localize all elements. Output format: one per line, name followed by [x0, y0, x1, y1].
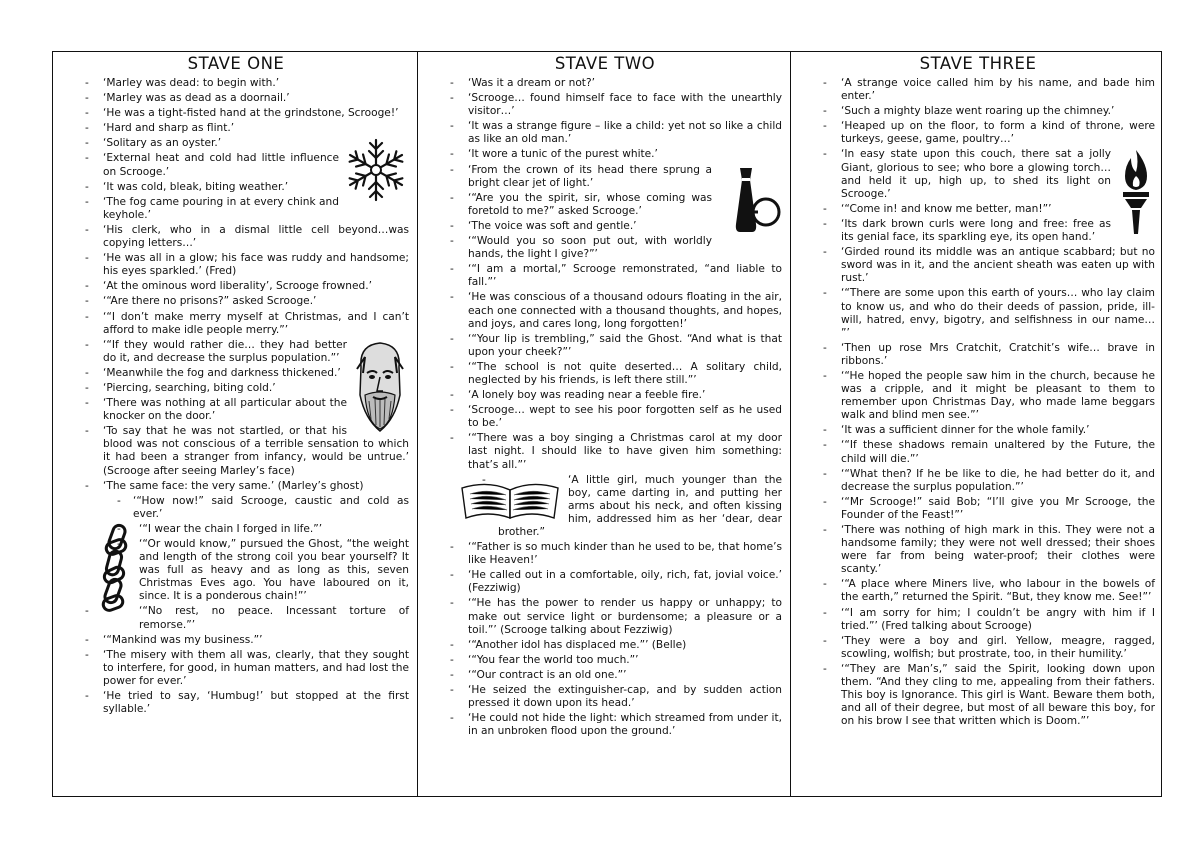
quote-item: - ‘They were a boy and girl. Yellow, meagre, ragged, scowling, wolfish; but prostrate, too, in their humility.’ [801, 635, 1155, 661]
quote-item: - ‘“No rest, no peace. Incessant torture of remorse.”’ [63, 605, 409, 631]
quote-item: - ‘It was cold, bleak, biting weather.’ [63, 181, 409, 194]
quote-item: - ‘He could not hide the light: which streamed from under it, in an unbroken flood upon the ground.’ [428, 712, 782, 738]
quote-item: - ‘The misery with them all was, clearly, that they sought to interfere, for good, in human matters, and had lost the power for ever.’ [63, 649, 409, 688]
open-book-icon [458, 478, 562, 526]
stave-three-column [790, 52, 1163, 796]
stave-three-title: STAVE THREE [919, 54, 1037, 73]
quote-item: - ‘“If they would rather die… they had better do it, and decrease the surplus population.”’ [63, 339, 409, 365]
stave-one-quotes-after [63, 605, 409, 716]
quote-item: - ‘His clerk, who in a dismal little cell beyond…was copying letters…’ [63, 224, 409, 250]
stave-one-title: STAVE ONE [187, 54, 285, 73]
quote-item: - ‘He was all in a glow; his face was ruddy and handsome; his eyes sparkled.’ (Fred) [63, 252, 409, 278]
quote-item: - ‘Meanwhile the fog and darkness thickened.’ [63, 367, 409, 380]
quote-item: - ‘Its dark brown curls were long and free: free as its genial face, its sparkling eye, its open hand.’ [801, 218, 1155, 244]
quote-item: - ‘“Mankind was my business.”’ [63, 634, 409, 647]
stave-one-subquotes [63, 495, 409, 604]
quote-item: - ‘The fog came pouring in at every chink and keyhole.’ [63, 196, 409, 222]
quote-item: - ‘“I am sorry for him; I couldn’t be angry with him if I tried.”’ (Fred talking about Scrooge) [801, 607, 1155, 633]
quote-item: - ‘There was nothing of high mark in this. They were not a handsome family; they were not well dressed; their shoes were far from being water-proof; their clothes were scanty.’ [801, 524, 1155, 576]
quote-item: - ‘He was a tight-fisted hand at the grindstone, Scrooge!’ [63, 107, 409, 120]
stave-two-title: STAVE TWO [554, 54, 656, 73]
quote-item: - ‘“Mr Scrooge!” said Bob; “I’ll give you Mr Scrooge, the Founder of the Feast!”’ [801, 496, 1155, 522]
quote-item: - ‘To say that he was not startled, or that his blood was not conscious of a terrible sensation to which it had been a stranger from infancy, would be untrue.’ (Scrooge after seeing Marley’s face) [63, 425, 409, 477]
quote-item: - ‘The voice was soft and gentle.’ [428, 220, 782, 233]
stave-three-quotes [801, 77, 1155, 728]
quote-item: - ‘“They are Man’s,” said the Spirit, looking down upon them. “And they cling to me, appealing from their fathers. This boy is Ignorance. This girl is Want. Beware them both, and all of their degree, but most of all beware this boy, for on his brow I see that written which is Doom.”’ [801, 663, 1155, 728]
stave-two-quotes-after [428, 541, 782, 738]
quote-item: - ‘“Come in! and know me better, man!”’ [801, 203, 1155, 216]
stave-two-quotes [428, 77, 782, 472]
quote-item: - ‘“There are some upon this earth of yours… who lay claim to know us, and who do their deeds of passion, pride, ill-will, hatred, envy, bigotry, and selfishness in our name… ”’ [801, 287, 1155, 339]
quote-item: - ‘“The school is not quite deserted… A solitary child, neglected by his friends, is left there still.”’ [428, 361, 782, 387]
sub-quote-item: - ‘“I wear the chain I forged in life.”’ [63, 523, 409, 536]
stave-two-subquotes [428, 474, 782, 539]
quote-item: - ‘“You fear the world too much.”’ [428, 654, 782, 667]
quote-item: - ‘“He hoped the people saw him in the church, because he was a cripple, and it might be pleasant to them to remember upon Christmas Day, who made lame beggars walk and blind men see.”’ [801, 370, 1155, 422]
quote-item: - ‘In easy state upon this couch, there sat a jolly Giant, glorious to see; who bore a glowing torch… and held it up, high up, to shed its light on Scrooge.’ [801, 148, 1155, 200]
quote-item: - ‘“If these shadows remain unaltered by the Future, the child will die.”’ [801, 439, 1155, 465]
quote-item: - ‘A lonely boy was reading near a feeble fire.’ [428, 389, 782, 402]
quote-item: - ‘Such a mighty blaze went roaring up the chimney.’ [801, 105, 1155, 118]
quote-item: - ‘Then up rose Mrs Cratchit, Cratchit’s wife… brave in ribbons.’ [801, 342, 1155, 368]
quote-item: - ‘He seized the extinguisher-cap, and by sudden action pressed it down upon its head.’ [428, 684, 782, 710]
stave-one-column [53, 52, 417, 796]
quote-item: - ‘Marley was as dead as a doornail.’ [63, 92, 409, 105]
quote-item: - ‘Solitary as an oyster.’ [63, 137, 409, 150]
stave-two-column [417, 52, 790, 796]
quote-item: - ‘It was a strange figure – like a child: yet not so like a child as like an old man.’ [428, 120, 782, 146]
quote-item: - ‘“Your lip is trembling,” said the Ghost. “And what is that upon your cheek?”’ [428, 333, 782, 359]
quote-item: - ‘He was conscious of a thousand odours floating in the air, each one connected with a thousand thoughts, and hopes, and joys, and cares long, long forgotten!’ [428, 291, 782, 330]
quote-item: - ‘Heaped up on the floor, to form a kind of throne, were turkeys, geese, game, poultry…’ [801, 120, 1155, 146]
quote-item: - ‘“Another idol has displaced me.”’ (Belle) [428, 639, 782, 652]
sub-quote-item: - ‘“How now!” said Scrooge, caustic and cold as ever.’ [63, 495, 409, 521]
quote-item: - ‘Girded round its middle was an antique scabbard; but no sword was in it, and the ancient sheath was eaten up with rust.’ [801, 246, 1155, 285]
quote-item: - ‘Scrooge… wept to see his poor forgotten self as he used to be.’ [428, 404, 782, 430]
quote-item: - ‘Piercing, searching, biting cold.’ [63, 382, 409, 395]
quote-item: - ‘External heat and cold had little influence on Scrooge.’ [63, 152, 409, 178]
quote-item: - ‘It wore a tunic of the purest white.’ [428, 148, 782, 161]
quote-item: - ‘“I am a mortal,” Scrooge remonstrated, “and liable to fall.”’ [428, 263, 782, 289]
quote-item: - ‘“What then? If he be like to die, he had better do it, and decrease the surplus population.”’ [801, 468, 1155, 494]
quote-item: - ‘He tried to say, ‘Humbug!’ but stopped at the first syllable.’ [63, 690, 409, 716]
quote-item: - ‘There was nothing at all particular about the knocker on the door.’ [63, 397, 409, 423]
quote-item: - ‘Hard and sharp as flint.’ [63, 122, 409, 135]
quote-item: - ‘From the crown of its head there sprung a bright clear jet of light.’ [428, 164, 782, 190]
quote-item: - ‘“Are you the spirit, sir, whose coming was foretold to me?” asked Scrooge.’ [428, 192, 782, 218]
quote-item: - ‘At the ominous word liberality’, Scrooge frowned.’ [63, 280, 409, 293]
quote-item: - ‘“He has the power to render us happy or unhappy; to make out service light or burdensome; a pleasure or a toil.”’ (Scrooge talking about Fezziwig) [428, 597, 782, 636]
quote-item: - ‘“Would you so soon put out, with worldly hands, the light I give?”’ [428, 235, 782, 261]
quote-item: - ‘“Our contract is an old one.”’ [428, 669, 782, 682]
quote-item: - ‘The same face: the very same.’ (Marley’s ghost) [63, 480, 409, 493]
quote-item: - ‘“A place where Miners live, who labour in the bowels of the earth,” returned the Spirit. “But, they know me. See!”’ [801, 578, 1155, 604]
quote-item: - ‘“There was a boy singing a Christmas carol at my door last night. I should like to have given him something: that’s all.”’ [428, 432, 782, 471]
quote-item: - ‘“Father is so much kinder than he used to be, that home’s like Heaven!’ [428, 541, 782, 567]
quote-item: - ‘A strange voice called him by his name, and bade him enter.’ [801, 77, 1155, 103]
sub-quote-item: - ‘A little girl, much younger than the boy, came darting in, and putting her arms about his neck, and often kissing him, addressed him as her ‘dear, dear brother.” [428, 474, 782, 539]
quote-item: - ‘“I don’t make merry myself at Christmas, and I can’t afford to make idle people merry.”’ [63, 311, 409, 337]
quote-item: - ‘He called out in a comfortable, oily, rich, fat, jovial voice.’ (Fezziwig) [428, 569, 782, 595]
quote-item: - ‘It was a sufficient dinner for the whole family.’ [801, 424, 1155, 437]
quote-item: - ‘Marley was dead: to begin with.’ [63, 77, 409, 90]
stave-one-quotes [63, 77, 409, 493]
sub-quote-item: - ‘“Or would know,” pursued the Ghost, “the weight and length of the strong coil you bear yourself? It was full as heavy and as long as this, seven Christmas Eves ago. You have laboured on it, since. It is a ponderous chain!”’ [63, 538, 409, 603]
quote-item: - ‘“Are there no prisons?” asked Scrooge.’ [63, 295, 409, 308]
quote-item: - ‘Scrooge… found himself face to face with the unearthly visitor…’ [428, 92, 782, 118]
revision-sheet [52, 51, 1162, 797]
quote-item: - ‘Was it a dream or not?’ [428, 77, 782, 90]
